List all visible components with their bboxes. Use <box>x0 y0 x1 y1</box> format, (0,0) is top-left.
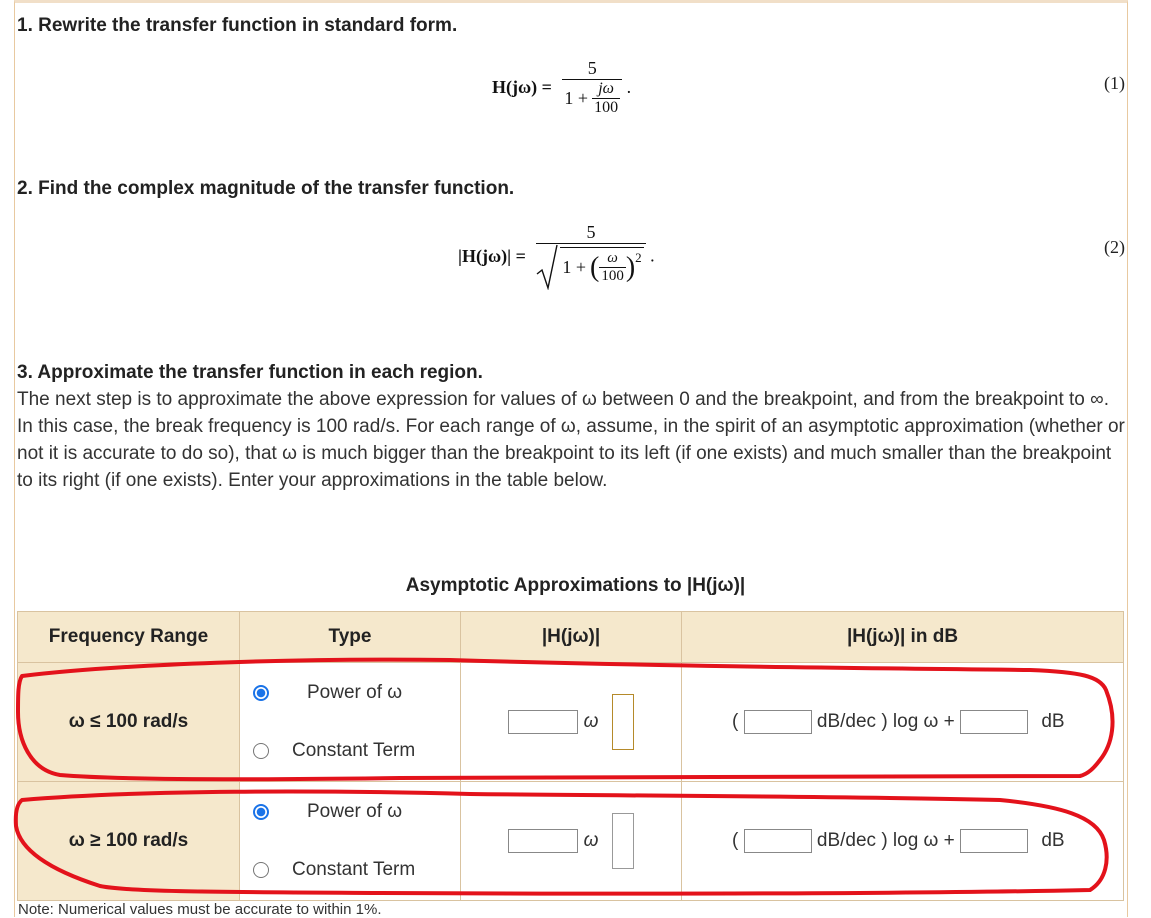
header-magnitude-db: |H(jω)| in dB <box>682 612 1124 663</box>
db-unit-label: dB <box>1041 830 1065 851</box>
equation-2: |H(jω)| = 5 1 + ( $\frac{\omega}{100}$ ) $^2$ . <box>458 222 655 290</box>
eq2-fraction <box>536 222 645 290</box>
option-label: Constant Term <box>292 859 416 880</box>
magnitude-cell <box>461 782 682 901</box>
slope-input[interactable] <box>744 829 812 853</box>
table-header-row <box>18 612 1124 663</box>
eq2-lhs: |H(jω)| = <box>458 245 526 266</box>
option-power-of-omega[interactable] <box>241 664 459 722</box>
sqrt-icon <box>536 244 558 290</box>
exponent-input[interactable] <box>612 694 634 750</box>
db-unit-label: dB <box>1041 711 1065 732</box>
omega-symbol: ω <box>583 830 599 851</box>
radio-constant-term[interactable] <box>253 743 269 759</box>
eq1-den-prefix: 1 + <box>564 88 589 108</box>
instructions-paragraph: The next step is to approximate the above expression for values of ω between 0 and the breakpoint, and from the breakpoint to ∞. In this case, the break frequency is 100 rad/s. For each range of ω, assume, in the spirit of an asymptotic approximation (whether or not it is accurate to do so), that ω is much bigger than the breakpoint to its left (if one exists) and much smaller than the breakpoint to its right (if one exists). Enter your approximations in the table below. <box>17 389 1125 491</box>
option-label: Constant Term <box>292 740 416 761</box>
option-label: Power of ω <box>307 801 403 822</box>
db-slope-label: dB/dec ) log ω + <box>816 830 955 851</box>
equation-1: H(jω) = 5 1 + $\frac{j\omega}{100}$ . <box>492 58 632 116</box>
header-magnitude: |H(jω)| <box>461 612 682 663</box>
eq2-rad-prefix: 1 + <box>562 257 586 277</box>
step-2-title: 2. Find the complex magnitude of the transfer function. <box>17 178 515 199</box>
table-row <box>18 663 1124 782</box>
header-type: Type <box>240 612 461 663</box>
eq1-inner-fraction <box>592 80 620 117</box>
exponent-input[interactable] <box>612 813 634 869</box>
type-cell <box>240 663 461 782</box>
eq1-inner-num: jω <box>598 80 614 97</box>
range-cell: ω ≥ 100 rad/s <box>18 782 240 901</box>
db-offset-input[interactable] <box>960 829 1028 853</box>
eq2-inner-fraction <box>599 250 626 285</box>
db-cell <box>682 663 1124 782</box>
accuracy-note: Note: Numerical values must be accurate to within 1%. <box>18 901 382 918</box>
coefficient-input[interactable] <box>508 829 578 853</box>
db-open-paren: ( <box>732 711 739 732</box>
step-1-title: 1. Rewrite the transfer function in standard form. <box>17 15 458 36</box>
eq2-numerator: 5 <box>586 222 596 242</box>
radio-power-of-omega[interactable] <box>253 685 269 701</box>
db-offset-input[interactable] <box>960 710 1028 734</box>
eq2-denominator: 1 + ( $\frac{\omega}{100}$ ) $^2$ <box>536 243 645 290</box>
coefficient-input[interactable] <box>508 710 578 734</box>
eq1-denominator <box>562 79 622 117</box>
type-cell <box>240 782 461 901</box>
equation-1-number: (1) <box>1104 73 1125 93</box>
db-open-paren: ( <box>732 830 739 851</box>
eq1-fraction <box>562 58 622 117</box>
option-constant-term[interactable] <box>241 722 459 780</box>
eq2-exponent: 2 <box>635 250 642 265</box>
omega-symbol: ω <box>583 711 599 732</box>
table-row <box>18 782 1124 901</box>
option-label: Power of ω <box>307 682 403 703</box>
eq2-inner-num: ω <box>607 250 618 266</box>
db-slope-label: dB/dec ) log ω + <box>816 711 955 732</box>
approximations-table <box>17 611 1124 901</box>
slope-input[interactable] <box>744 710 812 734</box>
magnitude-cell <box>461 663 682 782</box>
option-constant-term[interactable] <box>241 841 459 899</box>
eq1-inner-den: 100 <box>594 99 619 116</box>
radio-constant-term[interactable] <box>253 862 269 878</box>
eq1-numerator: 5 <box>587 58 597 78</box>
equation-2-number: (2) <box>1104 237 1125 257</box>
option-power-of-omega[interactable] <box>241 783 459 841</box>
table-caption: Asymptotic Approximations to |H(jω)| <box>405 575 746 596</box>
eq1-lhs: H(jω) = <box>492 77 552 97</box>
range-cell: ω ≤ 100 rad/s <box>18 663 240 782</box>
step-3-title: 3. Approximate the transfer function in each region. <box>17 362 483 383</box>
radio-power-of-omega[interactable] <box>253 804 269 820</box>
eq2-inner-den: 100 <box>601 268 624 284</box>
db-cell <box>682 782 1124 901</box>
header-frequency-range: Frequency Range <box>18 612 240 663</box>
